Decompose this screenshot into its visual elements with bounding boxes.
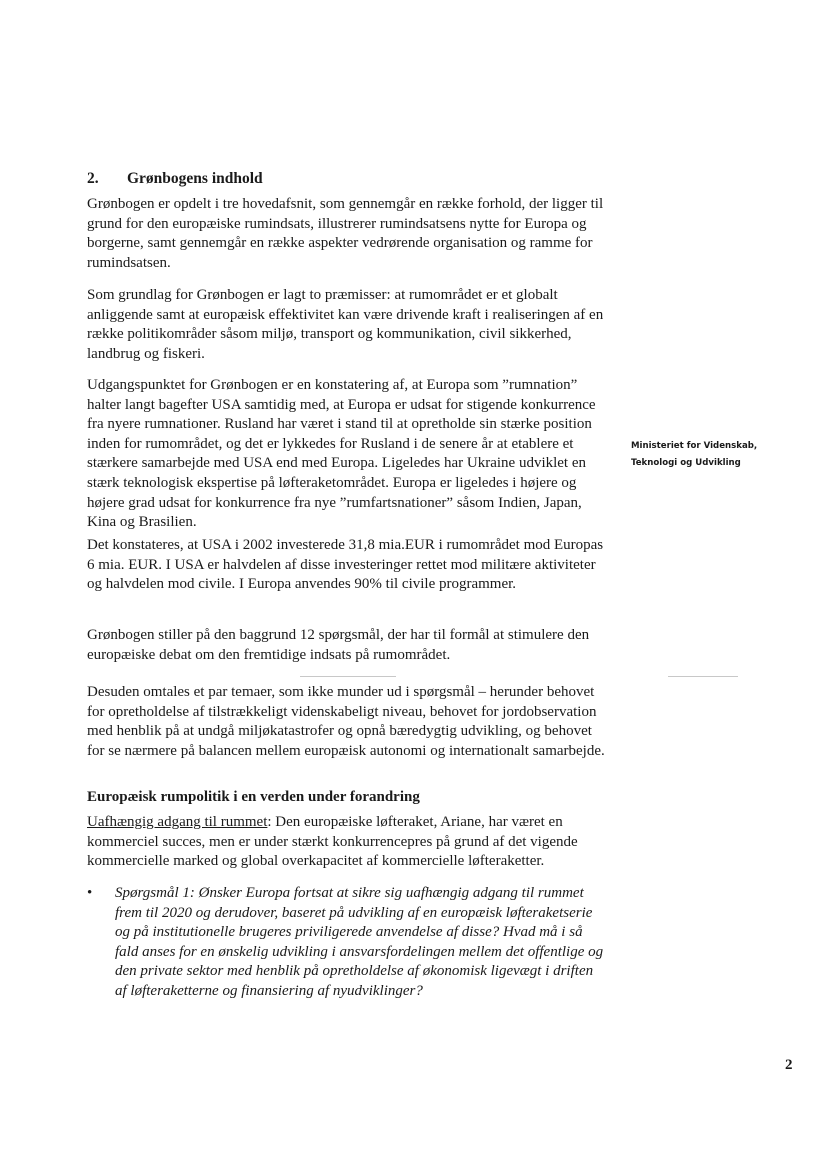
paragraph-investments: Det konstateres, at USA i 2002 investerede 31,8 mia.EUR i rumområdet mod Europas 6 mia. EUR. I USA er halvdelen af disse investeringer rettet mod militære aktiviteter og halvdelen mod civile. I Europa anvendes 90% til civile programmer.: [87, 537, 604, 593]
scan-artifact-line: [668, 676, 738, 677]
section-number: 2.: [87, 170, 99, 187]
paragraph-questions: Grønbogen stiller på den baggrund 12 spørgsmål, der har til formål at stimulere den europæiske debat om den fremtidige indsats på rumområdet.: [87, 627, 590, 663]
bullet-symbol: •: [87, 885, 93, 901]
question-text: Spørgsmål 1: Ønsker Europa fortsat at sikre sig uafhængig adgang til rummet frem til 2020 og derudover, baseret på udvikling af en europæisk løfteraketserie og på institutionelle brugeres priviligerede anvendelse af disse? Hvad må i så fald anses for en ønskelig udvikling i ansvarsfordelingen mellem det offentlige og den private sektor med henblik på opretholdelse af økonomisk ligevægt i driften af løfteraketterne og finansiering af nyudviklinger?: [115, 885, 604, 999]
access-text: : Den europæiske løfteraket, Ariane, har været en kommerciel succes, men er under stærkt konkurrencepres på grund af det vigende kommercielle marked og global overkapacitet af kommercielle løfteraketter.: [87, 814, 578, 870]
access-label: Uafhængig adgang til rummet: [87, 814, 268, 830]
ministry-sidebar: [631, 438, 791, 472]
ministry-line-2: Teknologi og Udvikling: [631, 458, 741, 468]
subsection-heading: Europæisk rumpolitik i en verden under forandring: [87, 789, 420, 805]
paragraph-intro: Grønbogen er opdelt i tre hovedafsnit, som gennemgår en række forhold, der ligger til grund for den europæiske rumindsats, illustrerer rumindsatsens nytte for Europa og borgerne, samt gennemgår en række aspekter vedrørende organisation og ramme for rumindsatsen.: [87, 196, 604, 271]
ministry-line-1: Ministeriet for Videnskab,: [631, 441, 758, 451]
section-title: Grønbogens indhold: [127, 170, 263, 187]
paragraph-themes: Desuden omtales et par temaer, som ikke munder ud i spørgsmål – herunder behovet for opretholdelse af tilstrækkeligt videnskabeligt niveau, behovet for jordobservation med henblik på at undgå miljøkatastrofer og opnå bæredygtig udvikling, og behovet for se nærmere på balancen mellem europæisk autonomi og internationalt samarbejde.: [87, 684, 605, 759]
paragraph-access: [87, 813, 607, 872]
scan-artifact-line: [300, 676, 396, 677]
page-number: 2: [785, 1057, 793, 1073]
paragraph-starting-point: Udgangspunktet for Grønbogen er en konstatering af, at Europa som ”rumnation” halter langt bagefter USA samtidig med, at Europa er udsat for stigende konkurrence fra nyere rumnationer. Rusland har været i stand til at opretholde sin stærke position inden for rumområdet, og det er lykkedes for Rusland i de senere år at etablere et stærkere samarbejde med USA end med Europa. Ligeledes har Ukraine udviklet en stærk teknologisk ekspertise på løfteraketområdet. Europa er ligeledes i højere og højere grad udsat for konkurrence fra nye ”rumfartsnationer” såsom Indien, Japan, Kina og Brasilien.: [87, 377, 596, 531]
section-heading: [87, 170, 263, 188]
paragraph-premises: Som grundlag for Grønbogen er lagt to præmisser: at rumområdet er et globalt anliggende samt at europæisk effektivitet kan være drivende kraft i realiseringen af en række politikområder såsom miljø, transport og kommunikation, civil sikkerhed, landbrug og fiskeri.: [87, 287, 604, 362]
